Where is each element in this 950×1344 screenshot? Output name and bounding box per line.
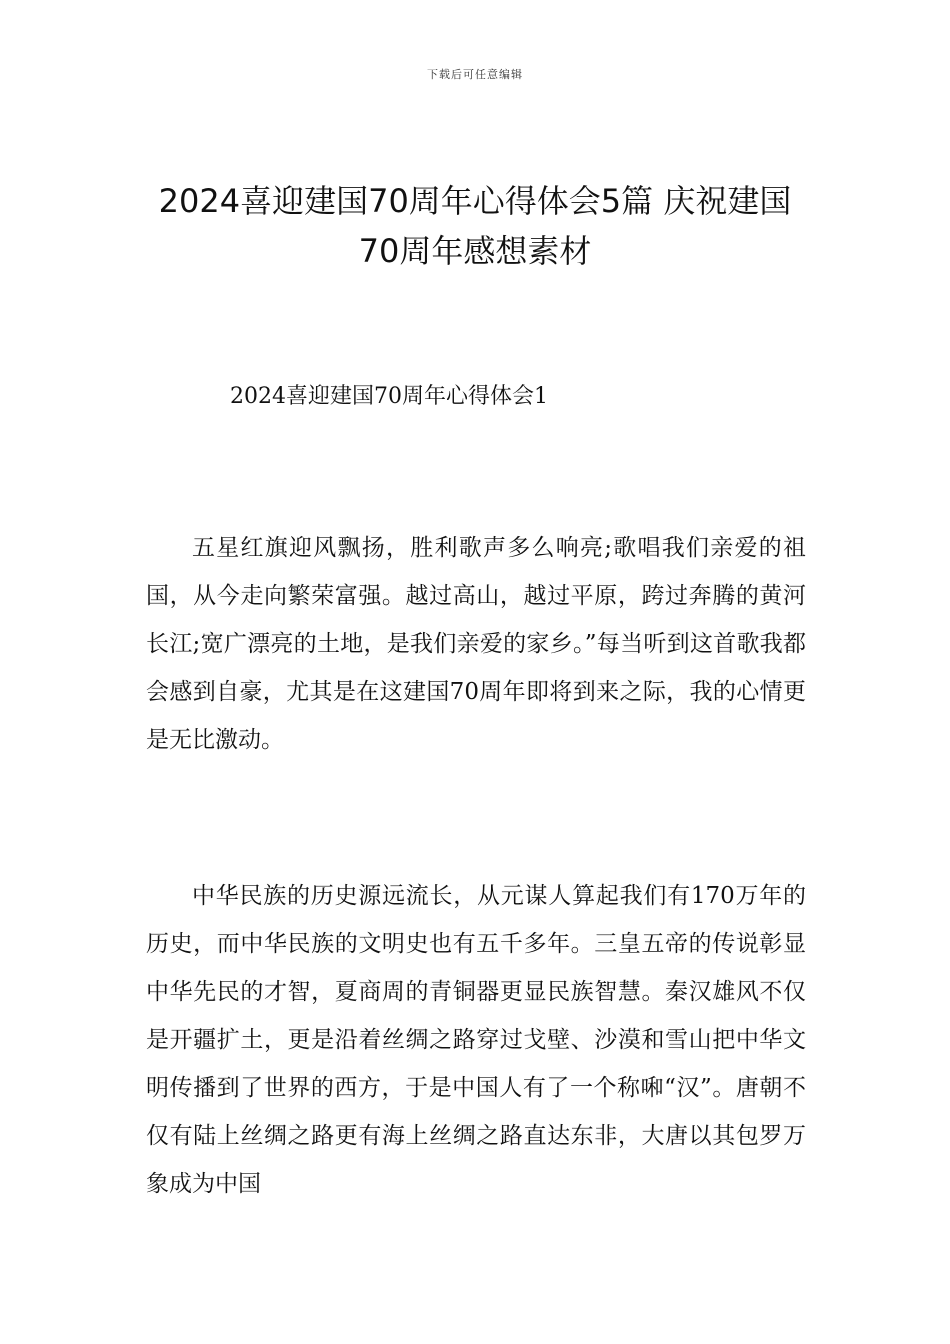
section-heading: 2024喜迎建国70周年心得体会1 bbox=[230, 384, 548, 409]
page-header-note: 下载后可任意编辑 bbox=[427, 68, 523, 81]
body-paragraph-2: 中华民族的历史源远流长，从元谋人算起我们有170万年的历史，而中华民族的文明史也有五千多年。三皇五帝的传说彰显中华先民的才智，夏商周的青铜器更显民族智慧。秦汉雄风不仅是开疆扩土，更是沿着丝绸之路穿过戈壁、沙漠和雪山把中华文明传播到了世界的西方，于是中国人有了一个称啝“汉”。唐朝不仅有陆上丝绸之路更有海上丝绸之路直达东非，大唐以其包罗万象成为中国 bbox=[146, 883, 806, 1197]
body-paragraph-1: 五星红旗迎风飘扬，胜利歌声多么响亮;歌唱我们亲爱的祖国，从今走向繁荣富强。越过高山，越过平原，跨过奔腾的黄河长江;宽广漂亮的土地，是我们亲爱的家乡。”每当听到这首歌我都会感到自豪，尤其是在这建国70周年即将到来之际，我的心情更是无比激动。 bbox=[146, 535, 806, 753]
document-title: 2024喜迎建国70周年心得体会5篇 庆祝建国70周年感想素材 bbox=[158, 182, 792, 270]
